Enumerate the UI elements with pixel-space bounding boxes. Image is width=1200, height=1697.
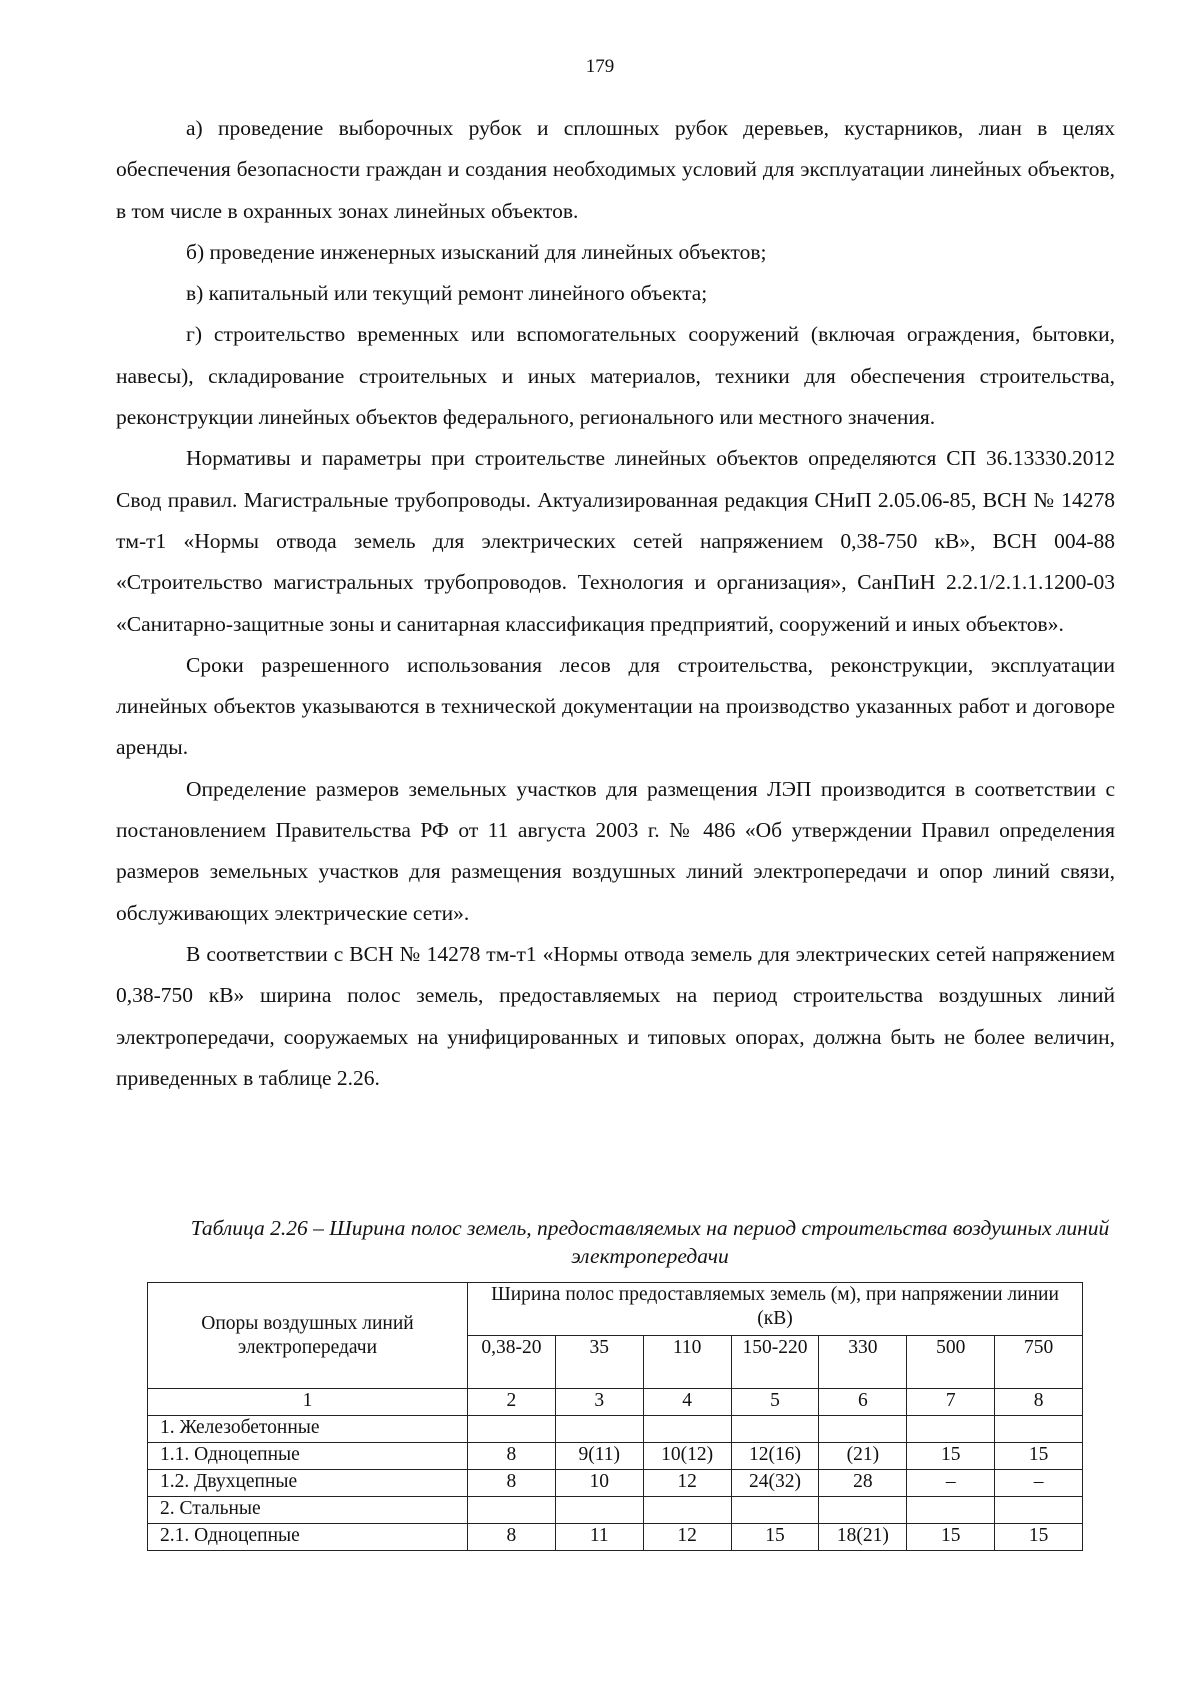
column-number: 3 — [555, 1389, 643, 1416]
table-caption: Таблица 2.26 – Ширина полос земель, предоставляемых на период строительства воздушных линий электропередачи — [190, 1216, 1110, 1268]
table-cell — [555, 1497, 643, 1524]
paragraph-strip-width: В соответствии с ВСН № 14278 тм-т1 «Нормы отвода земель для электрических сетей напряжением 0,38-750 кВ» ширина полос земель, предоставляемых на период строительства воздушных линий электропередачи, сооружаемых на унифицированных и типовых опорах, должна быть не более величин, приведенных в таблице 2.26. — [116, 941, 1115, 1090]
table-cell: 8 — [467, 1524, 555, 1551]
table-cell: 28 — [819, 1470, 907, 1497]
table-cell — [995, 1416, 1083, 1443]
paragraph-terms: Сроки разрешенного использования лесов для строительства, реконструкции, эксплуатации линейных объектов указываются в технической документации на производство указанных работ и договоре аренды. — [116, 652, 1115, 760]
table-cell: (21) — [819, 1443, 907, 1470]
column-number-row — [148, 1389, 1083, 1416]
table-row — [148, 1497, 1083, 1524]
table-cell — [643, 1497, 731, 1524]
table-cell — [731, 1497, 819, 1524]
table-cell: – — [995, 1470, 1083, 1497]
table-cell — [555, 1416, 643, 1443]
table-cell: 15 — [907, 1443, 995, 1470]
paragraph-c: в) капитальный или текущий ремонт линейного объекта; — [186, 281, 708, 306]
table-cell: 11 — [555, 1524, 643, 1551]
table-cell — [907, 1416, 995, 1443]
table-cell: 9(11) — [555, 1443, 643, 1470]
paragraph-a: а) проведение выборочных рубок и сплошных рубок деревьев, кустарников, лиан в целях обеспечения безопасности граждан и создания необходимых условий для эксплуатации линейных объектов, в том числе в охранных зонах линейных объектов. — [116, 116, 1115, 223]
table-cell: 12(16) — [731, 1443, 819, 1470]
column-number: 6 — [819, 1389, 907, 1416]
table-cell: 10 — [555, 1470, 643, 1497]
table-cell: – — [907, 1470, 995, 1497]
table-cell: 12 — [643, 1524, 731, 1551]
header-voltage: 150-220 — [731, 1336, 819, 1389]
header-voltage: 750 — [995, 1336, 1083, 1389]
paragraph-b: б) проведение инженерных изысканий для линейных объектов; — [186, 239, 767, 264]
row-label: 1. Железобетонные — [148, 1416, 468, 1443]
column-number: 4 — [643, 1389, 731, 1416]
paragraph-d: г) строительство временных или вспомогательных сооружений (включая ограждения, бытовки, навесы), складирование строительных и иных материалов, техники для обеспечения строительства, реконструкции линейных объектов федерального, регионального или местного значения. — [116, 322, 1115, 430]
column-number: 1 — [148, 1389, 468, 1416]
column-number: 8 — [995, 1389, 1083, 1416]
paragraph-land-size: Определение размеров земельных участков для размещения ЛЭП производится в соответствии с постановлением Правительства РФ от 11 августа 2003 г. № 486 «Об утверждении Правил определения размеров земельных участков для размещения воздушных линий электропередачи и опор линий связи, обслуживающих электрические сети». — [116, 776, 1115, 925]
table-cell — [819, 1416, 907, 1443]
table-row — [148, 1524, 1083, 1551]
header-voltage: 0,38-20 — [467, 1336, 555, 1389]
header-voltage: 500 — [907, 1336, 995, 1389]
column-number: 7 — [907, 1389, 995, 1416]
paragraph-standards: Нормативы и параметры при строительстве линейных объектов определяются СП 36.13330.2012 Свод правил. Магистральные трубопроводы. Актуализированная редакция СНиП 2.05.06-85, ВСН № 14278 тм-т1 «Нормы отвода земель для электрических сетей напряжением 0,38-750 кВ», ВСН 004-88 «Строительство магистральных трубопроводов. Технология и организация», СанПиН 2.2.1/2.1.1.1200-03 «Санитарно-защитные зоны и санитарная классификация предприятий, сооружений и иных объектов». — [116, 446, 1115, 636]
table-cell: 18(21) — [819, 1524, 907, 1551]
land-width-table — [147, 1282, 1083, 1551]
table-cell — [907, 1497, 995, 1524]
table-row — [148, 1416, 1083, 1443]
header-voltage: 110 — [643, 1336, 731, 1389]
table-cell: 15 — [995, 1443, 1083, 1470]
table-cell: 10(12) — [643, 1443, 731, 1470]
table-row — [148, 1470, 1083, 1497]
table-cell — [643, 1416, 731, 1443]
header-width-group: Ширина полос предоставляемых земель (м), при напряжении линии (кВ) — [467, 1283, 1082, 1336]
table-cell: 24(32) — [731, 1470, 819, 1497]
table-row — [148, 1443, 1083, 1470]
body-text — [116, 108, 1115, 1099]
row-label: 1.1. Одноцепные — [148, 1443, 468, 1470]
row-label: 2.1. Одноцепные — [148, 1524, 468, 1551]
table-cell: 15 — [731, 1524, 819, 1551]
header-voltage: 35 — [555, 1336, 643, 1389]
table-cell: 12 — [643, 1470, 731, 1497]
table-cell — [995, 1497, 1083, 1524]
row-label: 1.2. Двухцепные — [148, 1470, 468, 1497]
table-cell: 15 — [907, 1524, 995, 1551]
table-cell — [819, 1497, 907, 1524]
table-cell — [467, 1416, 555, 1443]
row-label: 2. Стальные — [148, 1497, 468, 1524]
header-supports: Опоры воздушных линий электропередачи — [148, 1283, 468, 1389]
column-number: 2 — [467, 1389, 555, 1416]
table-cell — [467, 1497, 555, 1524]
page-number: 179 — [585, 56, 615, 77]
header-voltage: 330 — [819, 1336, 907, 1389]
table-cell: 8 — [467, 1443, 555, 1470]
column-number: 5 — [731, 1389, 819, 1416]
table-cell: 15 — [995, 1524, 1083, 1551]
table-cell — [731, 1416, 819, 1443]
table-cell: 8 — [467, 1470, 555, 1497]
